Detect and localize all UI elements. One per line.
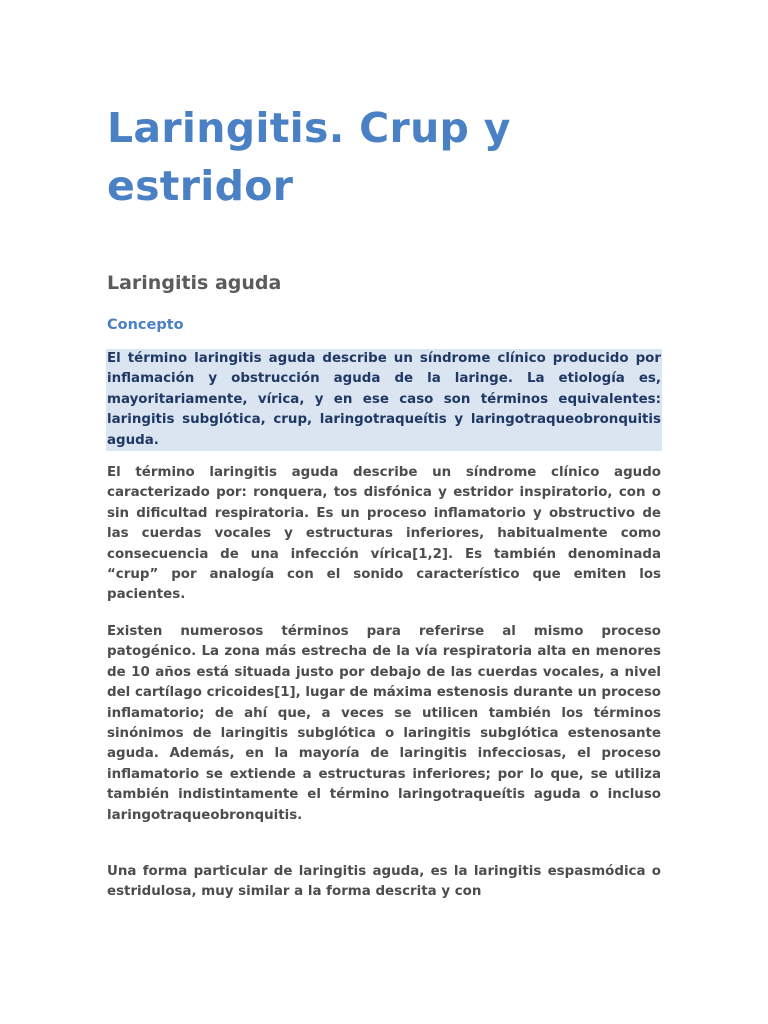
body-paragraph-2: Existen numerosos términos para referirse al mismo proceso patogénico. La zona más estrecha de la vía respiratoria alta en menores de 10 años está situada justo por debajo de las cuerdas vocales, a nivel del cartílago cricoides[1], lugar de máxima estenosis durante un proceso inflamatorio; de ahí que, a veces se utilicen también los términos sinónimos de laringitis subglótica o laringitis subglótica estenosante aguda. Además, en la mayoría de laringitis infecciosas, el proceso inflamatorio se extiende a estructuras inferiores; por lo que, se utiliza también indistintamente el término laringotraqueítis aguda o incluso laringotraqueobronquitis. <box>107 624 661 823</box>
body-paragraph-1: El término laringitis aguda describe un síndrome clínico agudo caracterizado por: ronquera, tos disfónica y estridor inspiratorio, con o sin dificultad respiratoria. Es un proceso inflamatorio y obstructivo de las cuerdas vocales y estructuras inferiores, habitualmente como consecuencia de una infección vírica[1,2]. Es también denominada “crup” por analogía con el sonido característico que emiten los pacientes. <box>107 465 661 603</box>
body-paragraph-3: Una forma particular de laringitis aguda, es la laringitis espasmódica o estridulosa, muy similar a la forma descrita y con <box>107 864 661 900</box>
page-title: Laringitis. Crup y estridor <box>107 104 511 210</box>
highlighted-paragraph: El término laringitis aguda describe un síndrome clínico producido por inflamación y obstrucción aguda de la laringe. La etiología es, mayoritariamente, vírica, y en ese caso son términos equivalentes: laringitis subglótica, crup, laringotraqueítis y laringotraqueobronquitis aguda. <box>106 349 662 451</box>
subsection-heading: Concepto <box>107 317 184 333</box>
section-heading: Laringitis aguda <box>107 272 282 294</box>
